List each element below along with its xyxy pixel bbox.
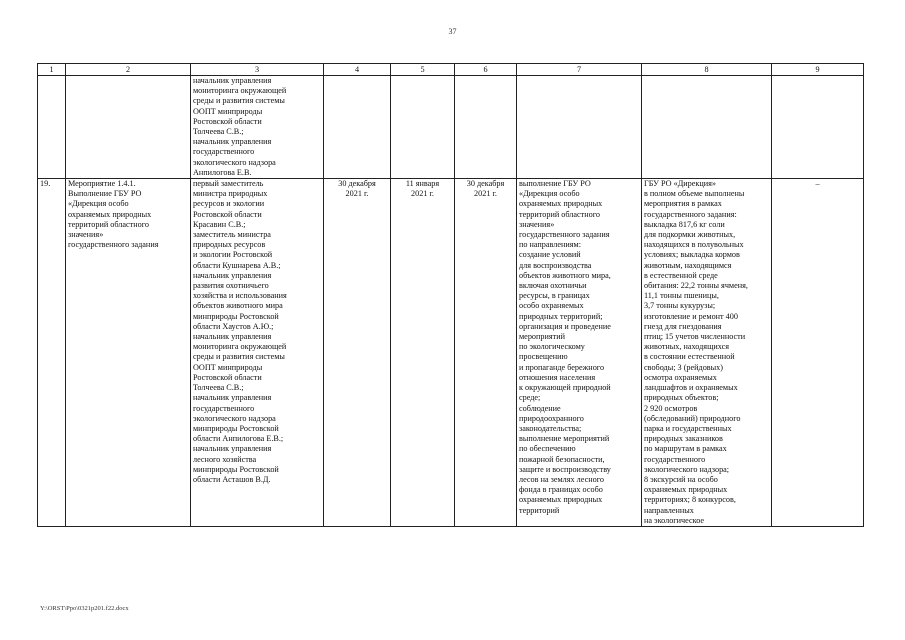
- column-number-row: [38, 64, 864, 76]
- cell-empty: [66, 76, 191, 179]
- column-number: 3: [191, 64, 324, 76]
- column-number: 2: [66, 64, 191, 76]
- cell-note: –: [772, 179, 864, 527]
- cell-empty: [517, 76, 642, 179]
- cell-empty: [642, 76, 772, 179]
- cell-empty: [772, 76, 864, 179]
- cell-date-start: 11 января 2021 г.: [391, 179, 455, 527]
- continuation-row: [38, 76, 864, 179]
- cell-date-planned: 30 декабря 2021 г.: [324, 179, 391, 527]
- cell-responsible: первый заместитель министра природных ресурсов и экологии Ростовской области Красавин С.В.; заместитель министра природных ресурсов и экологии Ростовской области Кушнарева А.В.; начальник управления развития охотничьего хозяйства и использования объектов животного мира минприроды Ростовской области Хаустов А.Ю.; начальник управления мониторинга окружающей среды и развития системы ООПТ минприроды Ростовской области Толчеева С.В.; начальник управления государственного экологического надзора минприроды Ростовской области Анпилогова Е.В.; начальник управления лесного хозяйства минприроды Ростовской области Асташов В.Д.: [191, 179, 324, 527]
- cell-empty: [455, 76, 517, 179]
- page-number: 37: [448, 27, 457, 36]
- column-number: 9: [772, 64, 864, 76]
- cell-empty: [38, 76, 66, 179]
- cell-actual-result: ГБУ РО «Дирекция» в полном объеме выполнены мероприятия в рамках государственного задания: выкладка 817,6 кг соли для подкормки животных, находящихся в полувольных условиях; выкладка кормов животным, находящимся в естественной среде обитания: 22,2 тонны ячменя, 11,1 тонны пшеницы, 3,7 тонны кукурузы; изготовление и ремонт 400 гнезд для гнездования птиц; 15 учетов численности животных, находящихся в состоянии естественной свободы; 3 (рейдовых) осмотра охраняемых ландшафтов и охраняемых природных объектов; 2 920 осмотров (обследований) природного парка и государственных природных заказников по маршрутам в рамках государственного экологического надзора; 8 экскурсий на особо охраняемых природных территориях; 8 конкурсов, направленных на экологическое: [642, 179, 772, 527]
- cell-responsible-cont: начальник управления мониторинга окружающей среды и развития системы ООПТ минприроды Ростовской области Толчеева С.В.; начальник управления государственного экологического надзора Анпилогова Е.В.: [191, 76, 324, 179]
- table-row-19: [38, 179, 864, 527]
- cell-row-number: 19.: [38, 179, 66, 527]
- column-number: 7: [517, 64, 642, 76]
- column-number: 4: [324, 64, 391, 76]
- cell-empty: [391, 76, 455, 179]
- cell-date-end: 30 декабря 2021 г.: [455, 179, 517, 527]
- cell-expected-result: выполнение ГБУ РО «Дирекция особо охраняемых природных территорий областного значения» государственного задания по направлениям: создание условий для воспроизводства объектов животного мира, включая охотничьи ресурсы, в границах особо охраняемых природных территорий; организация и проведение мероприятий по экологическому просвещению и пропаганде бережного отношения населения к окружающей природной среде; соблюдение природоохранного законодательства; выполнение мероприятий по обеспечению пожарной безопасности, защите и воспроизводству лесов на землях лесного фонда в границах особо охраняемых природных территорий: [517, 179, 642, 527]
- column-number: 5: [391, 64, 455, 76]
- column-number: 8: [642, 64, 772, 76]
- cell-empty: [324, 76, 391, 179]
- column-number: 1: [38, 64, 66, 76]
- report-table: [37, 63, 864, 527]
- footer-file-path: Y:\ORST\Ppo\0321p201.f22.docx: [40, 605, 129, 612]
- column-number: 6: [455, 64, 517, 76]
- cell-event-title: Мероприятие 1.4.1. Выполнение ГБУ РО «Дирекция особо охраняемых природных территорий областного значения» государственного задания: [66, 179, 191, 527]
